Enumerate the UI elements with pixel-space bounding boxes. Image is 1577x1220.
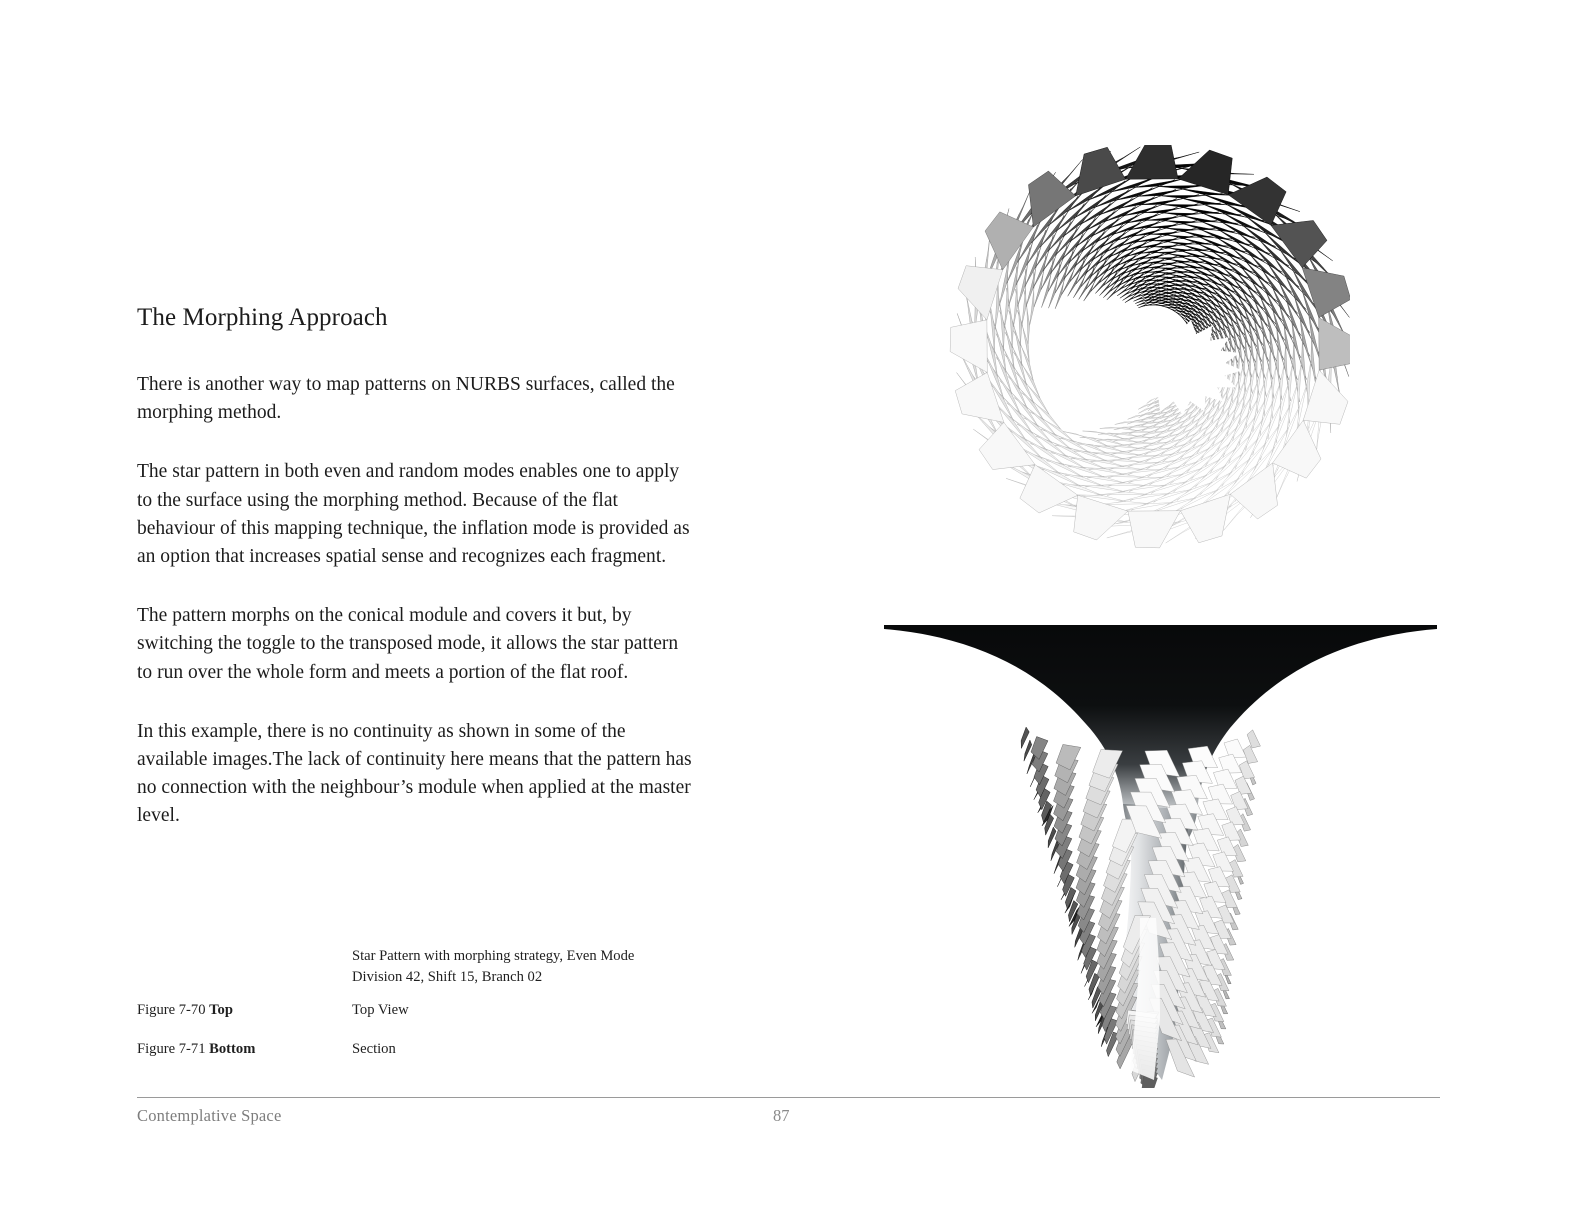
- render-facet: [1319, 318, 1350, 371]
- body-paragraph-1: There is another way to map patterns on NURBS surfaces, called the morphing method.: [137, 374, 675, 424]
- caption-label-bottom-strong: Bottom: [209, 1041, 256, 1057]
- section-render: [878, 618, 1443, 1088]
- body-paragraph-3: The pattern morphs on the conical module and covers it but, by switching the toggle to the transposed mode, it allows the star pattern to run over the whole form and meets a portion of the flat roof.: [137, 605, 679, 683]
- caption-row-top: [137, 1000, 757, 1021]
- footer-page-number: 87: [773, 1106, 790, 1125]
- caption-label-bottom: [137, 1039, 255, 1060]
- footer-divider: [137, 1097, 1440, 1098]
- caption-label-top-prefix: Figure 7-70: [137, 1002, 210, 1018]
- render-facet: [1243, 745, 1257, 763]
- caption-label-bottom-prefix: Figure 7-71: [137, 1041, 210, 1057]
- render-facet: [1239, 761, 1254, 779]
- render-facet: [1024, 740, 1032, 761]
- text-column: [137, 303, 697, 831]
- figure-star-pattern-section: [878, 618, 1443, 1088]
- figure-caption-block: [137, 946, 757, 1060]
- render-facet: [1235, 776, 1251, 794]
- render-facet: [1048, 827, 1056, 848]
- caption-label-top-strong: Top: [209, 1002, 233, 1018]
- caption-value-bottom: Section: [352, 1041, 396, 1057]
- caption-intro: [352, 946, 757, 988]
- render-facet: [950, 320, 987, 373]
- render-facet: [1120, 320, 1242, 415]
- caption-value-top: Top View: [352, 1002, 409, 1018]
- body-paragraph-2: The star pattern in both even and random modes enables one to apply to the surface using the morphing method. Because of the flat behaviour of this mapping technique, the inflation mode is provided as an option that increases spatial sense and recognizes each fragment.: [137, 461, 690, 568]
- page-title: The Morphing Approach: [137, 304, 388, 331]
- caption-intro-line-2: Division 42, Shift 15, Branch 02: [352, 969, 543, 985]
- caption-intro-line-1: Star Pattern with morphing strategy, Even Mode: [352, 948, 635, 964]
- body-paragraph-4: In this example, there is no continuity as shown in some of the available images.The lack of continuity here means that the pattern has no connection with the neighbour’s module when applied at the master level.: [137, 720, 692, 827]
- caption-row-bottom: [137, 1039, 757, 1060]
- figure-star-pattern-top-view: [948, 145, 1350, 555]
- footer-book-title: Contemplative Space: [137, 1106, 282, 1125]
- render-facet: [1224, 739, 1246, 758]
- render-facet: [1128, 511, 1181, 548]
- render-facet: [1247, 730, 1260, 748]
- caption-label-top: [137, 1000, 233, 1021]
- top-view-render: [948, 145, 1350, 555]
